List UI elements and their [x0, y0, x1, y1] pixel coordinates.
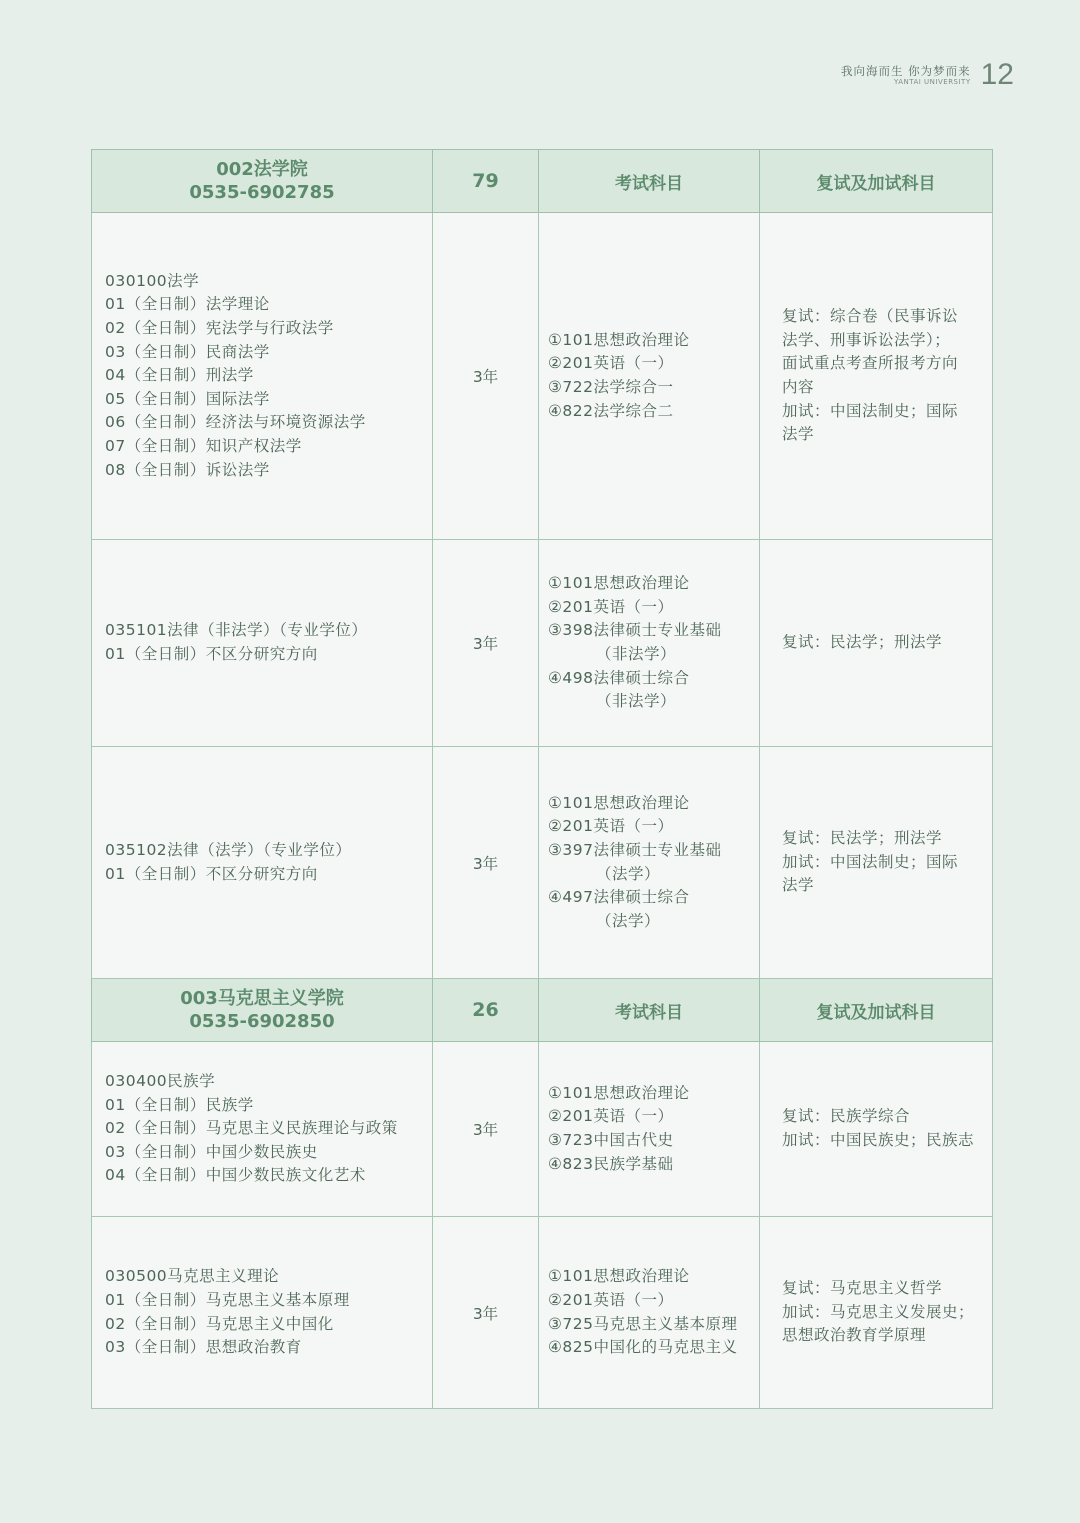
retest-header-cell — [760, 150, 993, 213]
major-line: 04（全日制）中国少数民族文化艺术 — [105, 1166, 366, 1185]
exam-line: ①101思想政治理论 — [548, 793, 690, 812]
duration-cell: 3年 — [433, 1217, 539, 1409]
exam-line: ①101思想政治理论 — [548, 330, 690, 349]
retest-line: 面试重点考查所报考方向 — [782, 354, 959, 373]
retest-cell — [760, 1217, 993, 1409]
department-quota: 79 — [472, 170, 499, 192]
major-lines — [105, 839, 432, 886]
exam-line: ④822法学综合二 — [548, 401, 674, 420]
major-line: 030400民族学 — [105, 1072, 216, 1091]
exam-cell — [539, 1042, 760, 1217]
retest-line: 加试：中国法制史；国际 — [782, 852, 959, 871]
exam-line: ①101思想政治理论 — [548, 574, 690, 593]
major-lines — [105, 270, 432, 482]
major-line: 030100法学 — [105, 271, 200, 290]
retest-line: 复试：马克思主义哲学 — [782, 1279, 943, 1298]
page-header — [841, 58, 1014, 92]
retest-line: 复试：综合卷（民事诉讼 — [782, 307, 959, 326]
exam-line: ③397法律硕士专业基础 — [548, 840, 722, 859]
retest-line: 复试：民法学；刑法学 — [782, 829, 943, 848]
retest-line: 法学、刑事诉讼法学）； — [782, 330, 951, 349]
major-line: 01（全日制）不区分研究方向 — [105, 864, 318, 883]
exam-line: （法学） — [596, 911, 661, 930]
exam-line: ②201英语（一） — [548, 1290, 674, 1309]
exam-line: ②201英语（一） — [548, 817, 674, 836]
retest-line: 加试：马克思主义发展史； — [782, 1302, 975, 1321]
exam-header-cell — [539, 979, 760, 1042]
exam-cell — [539, 213, 760, 540]
major-cell — [92, 1042, 433, 1217]
retest-line: 复试：民法学；刑法学 — [782, 633, 943, 652]
duration-cell: 3年 — [433, 213, 539, 540]
exam-line: ④823民族学基础 — [548, 1154, 674, 1173]
duration-cell: 3年 — [433, 1042, 539, 1217]
major-line: 05（全日制）国际法学 — [105, 389, 270, 408]
department-title-cell — [92, 979, 433, 1042]
major-cell — [92, 747, 433, 979]
exam-lines — [548, 1265, 759, 1359]
department-quota-cell — [433, 979, 539, 1042]
exam-line: ③723中国古代史 — [548, 1131, 674, 1149]
slogan-block — [841, 64, 971, 87]
department-title-cell — [92, 150, 433, 213]
major-line: 01（全日制）民族学 — [105, 1095, 254, 1114]
major-cell — [92, 540, 433, 747]
exam-cell — [539, 1217, 760, 1409]
exam-cell — [539, 747, 760, 979]
exam-line: ①101思想政治理论 — [548, 1083, 690, 1102]
major-line: 01（全日制）不区分研究方向 — [105, 645, 318, 663]
major-cell — [92, 1217, 433, 1409]
retest-subjects-header: 复试及加试科目 — [816, 173, 936, 194]
retest-lines — [782, 827, 988, 898]
major-line: 03（全日制）民商法学 — [105, 342, 270, 361]
exam-line: ④825中国化的马克思主义 — [548, 1338, 738, 1357]
major-line: 01（全日制）法学理论 — [105, 295, 270, 314]
exam-lines — [548, 329, 759, 423]
retest-cell — [760, 747, 993, 979]
retest-line: 思想政治教育学原理 — [782, 1326, 927, 1345]
department-header-row — [92, 150, 993, 213]
program-row — [92, 1217, 993, 1409]
retest-lines — [782, 305, 988, 447]
exam-line: （非法学） — [596, 692, 677, 711]
retest-header-cell — [760, 979, 993, 1042]
duration-cell: 3年 — [433, 747, 539, 979]
exam-line: ③725马克思主义基本原理 — [548, 1314, 738, 1333]
exam-subjects-header: 考试科目 — [615, 1002, 683, 1023]
exam-line: ②201英语（一） — [548, 597, 674, 616]
major-line: 07（全日制）知识产权法学 — [105, 436, 302, 455]
exam-line: （法学） — [596, 864, 661, 883]
major-cell — [92, 213, 433, 540]
program-row — [92, 747, 993, 979]
major-line: 035101法律（非法学）（专业学位） — [105, 621, 368, 640]
exam-lines — [548, 792, 759, 934]
university-name: YANTAI UNIVERSITY — [893, 77, 971, 86]
program-table — [91, 149, 993, 1409]
exam-line: ④497法律硕士综合 — [548, 888, 690, 907]
retest-line: 复试：民族学综合 — [782, 1107, 911, 1126]
department-quota: 26 — [472, 999, 499, 1021]
retest-cell — [760, 213, 993, 540]
retest-line: 加试：中国法制史；国际 — [782, 401, 959, 420]
major-line: 030500马克思主义理论 — [105, 1267, 280, 1286]
major-line: 04（全日制）刑法学 — [105, 366, 254, 385]
program-row — [92, 1042, 993, 1217]
major-lines — [105, 1265, 432, 1359]
major-line: 02（全日制）马克思主义中国化 — [105, 1314, 334, 1333]
program-row — [92, 213, 993, 540]
department-header-row — [92, 979, 993, 1042]
exam-subjects-header: 考试科目 — [615, 173, 683, 194]
retest-lines — [782, 1105, 988, 1152]
major-lines — [105, 619, 432, 666]
exam-line: ③398法律硕士专业基础 — [548, 621, 722, 640]
exam-lines — [548, 572, 759, 714]
major-line: 08（全日制）诉讼法学 — [105, 460, 270, 479]
major-line: 035102法律（法学）（专业学位） — [105, 840, 352, 859]
exam-header-cell — [539, 150, 760, 213]
retest-line: 法学 — [782, 425, 815, 444]
retest-lines — [782, 1277, 988, 1348]
exam-line: ①101思想政治理论 — [548, 1267, 690, 1286]
department-phone: 0535-6902850 — [189, 1011, 335, 1032]
exam-line: ②201英语（一） — [548, 1107, 674, 1126]
retest-line: 法学 — [782, 876, 815, 895]
major-lines — [105, 1070, 432, 1188]
exam-cell — [539, 540, 760, 747]
exam-line: ④498法律硕士综合 — [548, 668, 690, 687]
exam-lines — [548, 1082, 759, 1176]
retest-cell — [760, 540, 993, 747]
page-number: 12 — [980, 58, 1014, 91]
exam-line: ②201英语（一） — [548, 354, 674, 373]
retest-subjects-header: 复试及加试科目 — [816, 1002, 936, 1023]
retest-lines — [782, 631, 988, 655]
retest-line: 内容 — [782, 378, 815, 396]
slogan: 我向海而生 你为梦而来 — [840, 63, 971, 78]
department-name: 003马克思主义学院 — [180, 988, 344, 1009]
department-phone: 0535-6902785 — [189, 182, 335, 203]
major-line: 02（全日制）宪法学与行政法学 — [105, 319, 334, 338]
duration-cell: 3年 — [433, 540, 539, 747]
major-line: 03（全日制）中国少数民族史 — [105, 1142, 318, 1161]
exam-line: （非法学） — [596, 645, 677, 663]
exam-line: ③722法学综合一 — [548, 378, 674, 396]
department-name: 002法学院 — [216, 159, 308, 180]
major-line: 01（全日制）马克思主义基本原理 — [105, 1290, 350, 1309]
program-row — [92, 540, 993, 747]
major-line: 02（全日制）马克思主义民族理论与政策 — [105, 1119, 398, 1138]
department-quota-cell — [433, 150, 539, 213]
retest-line: 加试：中国民族史；民族志 — [782, 1131, 975, 1149]
major-line: 06（全日制）经济法与环境资源法学 — [105, 413, 366, 432]
retest-cell — [760, 1042, 993, 1217]
major-line: 03（全日制）思想政治教育 — [105, 1338, 302, 1357]
